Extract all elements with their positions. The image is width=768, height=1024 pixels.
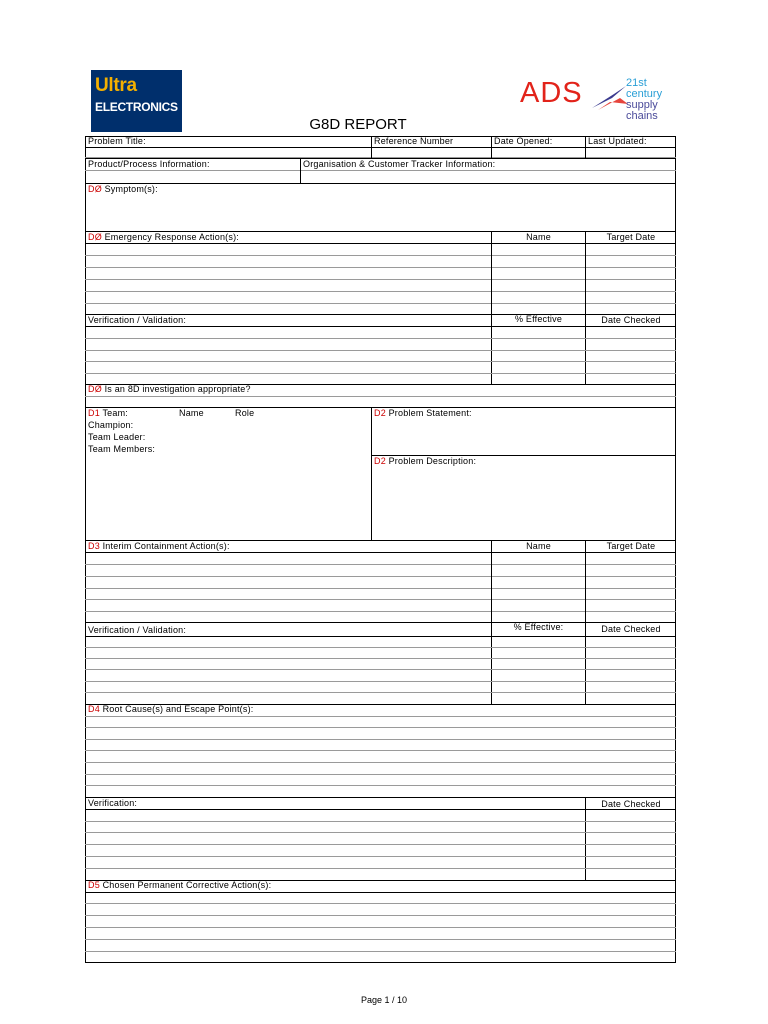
root-cause-text: Root Cause(s) and Escape Point(s):	[102, 704, 254, 714]
divider	[85, 147, 676, 148]
d0-effective-header: % Effective	[514, 314, 563, 324]
divider	[85, 279, 676, 280]
org-info-label: Organisation & Customer Tracker Information:	[303, 159, 496, 169]
divider	[371, 136, 372, 158]
divider	[85, 658, 676, 659]
ads-tag-line4: chains	[626, 110, 658, 122]
ultra-logo-line1: Ultra	[95, 75, 137, 96]
interim-text: Interim Containment Action(s):	[102, 541, 230, 551]
divider	[300, 158, 301, 183]
divider	[85, 303, 676, 304]
divider	[85, 927, 676, 928]
ads-tag-line1: 21st	[626, 77, 647, 89]
divider	[85, 762, 676, 763]
divider	[85, 716, 676, 717]
divider	[85, 692, 676, 693]
d1-role-header: Role	[235, 408, 255, 418]
champion-label: Champion:	[88, 420, 134, 430]
divider	[85, 647, 676, 648]
divider	[85, 291, 676, 292]
divider	[85, 939, 676, 940]
d0-verification-label: Verification / Validation:	[88, 315, 187, 325]
divider	[85, 750, 676, 751]
emergency-text: Emergency Response Action(s):	[104, 232, 239, 242]
d3-target-date-header: Target Date	[606, 541, 656, 551]
d0-investigation-label	[88, 384, 251, 395]
divider	[85, 622, 676, 623]
divider	[491, 136, 492, 158]
d0-symptoms-label	[88, 184, 158, 195]
divider	[85, 170, 676, 171]
divider	[85, 183, 676, 184]
d4-root-cause-label	[88, 704, 253, 715]
divider	[85, 326, 676, 327]
d4-date-checked-header: Date Checked	[601, 799, 661, 809]
divider	[85, 564, 676, 565]
divider	[85, 797, 676, 798]
divider	[85, 774, 676, 775]
d4-verification-label: Verification:	[88, 798, 138, 808]
divider	[85, 396, 676, 397]
divider	[585, 136, 586, 158]
ultra-logo-line2: ELECTRONICS	[95, 100, 178, 114]
d3-interim-label	[88, 541, 230, 552]
team-text: Team:	[102, 408, 128, 418]
last-updated-label: Last Updated:	[588, 136, 647, 146]
d1-team-label	[88, 408, 128, 419]
divider	[85, 611, 676, 612]
d0-code: DØ	[88, 184, 102, 194]
divider	[85, 576, 676, 577]
d2-statement-label	[374, 408, 472, 419]
d0-emergency-label	[88, 232, 239, 243]
d0-code: DØ	[88, 232, 102, 242]
description-text: Problem Description:	[388, 456, 477, 466]
d5-code: D5	[88, 880, 100, 890]
divider	[85, 350, 676, 351]
d3-code: D3	[88, 541, 100, 551]
date-opened-label: Date Opened:	[494, 136, 553, 146]
ads-swoosh-icon	[590, 80, 630, 116]
divider	[85, 267, 676, 268]
page-title: G8D REPORT	[309, 116, 407, 133]
ads-logo-text: ADS	[520, 77, 583, 109]
divider	[85, 915, 676, 916]
d0-code: DØ	[88, 384, 102, 394]
ads-tag-line3: supply	[626, 99, 658, 111]
divider	[85, 809, 676, 810]
team-members-label: Team Members:	[88, 444, 156, 454]
divider	[85, 373, 676, 374]
ads-tag-line2: century	[626, 88, 663, 100]
reference-number-label: Reference Number	[374, 136, 454, 146]
d2-code: D2	[374, 408, 386, 418]
ads-logo	[520, 76, 680, 126]
divider	[85, 951, 676, 952]
d1-code: D1	[88, 408, 100, 418]
permanent-text: Chosen Permanent Corrective Action(s):	[102, 880, 272, 890]
divider	[371, 407, 372, 540]
divider	[85, 338, 676, 339]
divider	[85, 892, 676, 893]
d2-code: D2	[374, 456, 386, 466]
page-number: Page 1 / 10	[360, 995, 408, 1005]
divider	[85, 681, 676, 682]
divider	[85, 727, 676, 728]
divider	[585, 540, 586, 704]
ads-tagline	[626, 78, 662, 122]
divider	[85, 599, 676, 600]
divider	[85, 739, 676, 740]
d1-name-header: Name	[179, 408, 204, 418]
divider	[85, 588, 676, 589]
team-leader-label: Team Leader:	[88, 432, 146, 442]
divider	[85, 255, 676, 256]
divider	[85, 785, 676, 786]
investigation-text: Is an 8D investigation appropriate?	[104, 384, 251, 394]
divider	[85, 552, 676, 553]
d3-verification-label: Verification / Validation:	[88, 625, 187, 635]
d0-date-checked-header: Date Checked	[601, 315, 661, 325]
product-info-label: Product/Process Information:	[88, 159, 210, 169]
divider	[85, 361, 676, 362]
divider	[85, 844, 676, 845]
problem-title-label: Problem Title:	[88, 136, 146, 146]
d4-code: D4	[88, 704, 100, 714]
divider	[85, 821, 676, 822]
divider	[85, 856, 676, 857]
symptoms-text: Symptom(s):	[104, 184, 158, 194]
d3-effective-header: % Effective:	[513, 622, 564, 632]
d3-date-checked-header: Date Checked	[601, 624, 661, 634]
ultra-electronics-logo	[91, 70, 182, 132]
divider	[85, 669, 676, 670]
d2-description-label	[374, 456, 476, 467]
divider	[85, 636, 676, 637]
d5-permanent-label	[88, 880, 271, 891]
statement-text: Problem Statement:	[388, 408, 472, 418]
divider	[85, 903, 676, 904]
divider	[85, 868, 676, 869]
divider	[85, 832, 676, 833]
divider	[85, 243, 676, 244]
d3-name-header: Name	[526, 541, 551, 551]
emergency-name-header: Name	[526, 232, 551, 242]
emergency-target-date-header: Target Date	[606, 232, 656, 242]
